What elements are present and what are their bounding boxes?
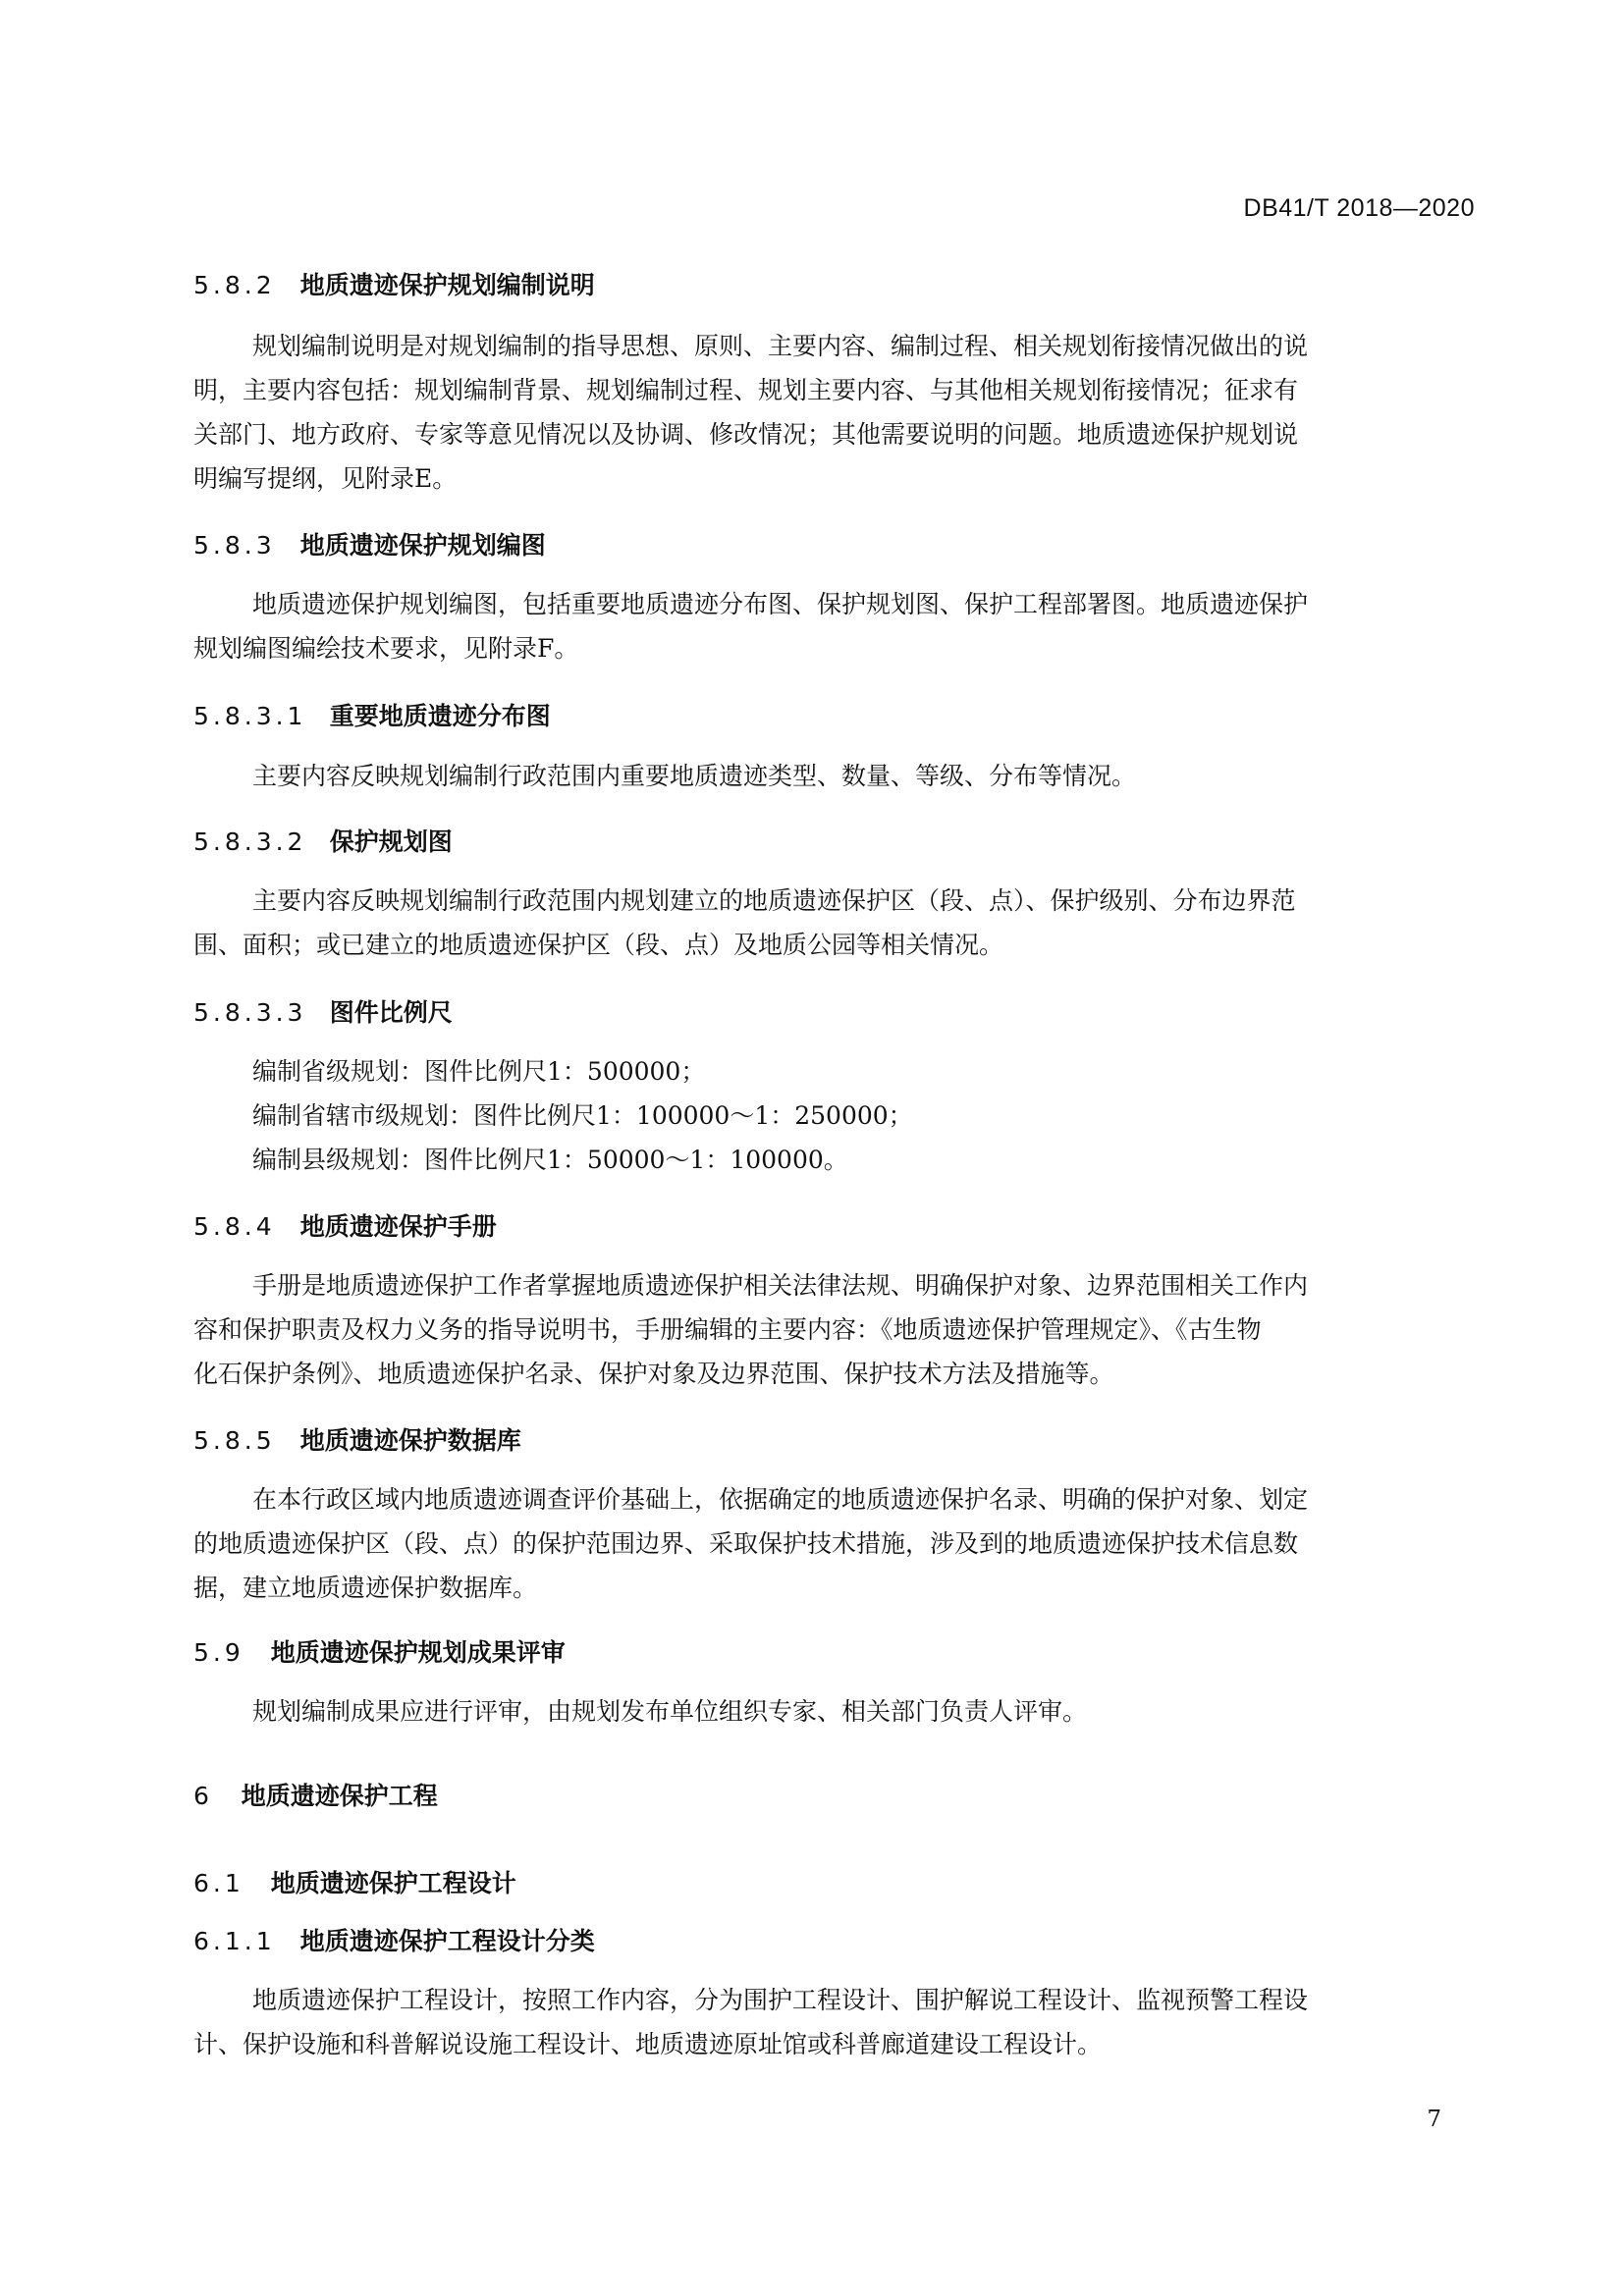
scale-line-provincial: 编制省级规划：图件比例尺1：500000； (252, 1057, 706, 1086)
paragraph-5-9 (193, 1689, 1470, 1734)
section-title: 保护规划图 (329, 828, 453, 856)
section-heading-5-8-4 (193, 1207, 497, 1243)
paragraph-line: 主要内容反映规划编制行政范围内规划建立的地质遗迹保护区（段、点）、保护级别、分布边界范 (252, 886, 1296, 915)
section-title: 地质遗迹保护规划编制说明 (299, 271, 595, 299)
section-heading-5-8-2 (193, 266, 595, 301)
section-title: 地质遗迹保护工程 (241, 1782, 438, 1810)
paragraph-5-8-3-1 (193, 754, 1470, 798)
paragraph-line: 明编写提纲，见附录E。 (193, 464, 458, 493)
section-heading-5-8-3-3 (193, 993, 453, 1029)
section-heading-6-1-1 (193, 1922, 595, 1957)
paragraph-line: 明，主要内容包括：规划编制背景、规划编制过程、规划主要内容、与其他相关规划衔接情况；征求有 (193, 376, 1299, 404)
section-title: 地质遗迹保护工程设计 (270, 1869, 516, 1897)
paragraph-line: 主要内容反映规划编制行政范围内重要地质遗迹类型、数量、等级、分布等情况。 (252, 762, 1137, 790)
section-number: 5.8.5 (193, 1426, 276, 1455)
paragraph-5-8-5 (193, 1477, 1470, 1610)
paragraph-line: 在本行政区域内地质遗迹调查评价基础上，依据确定的地质遗迹保护名录、明确的保护对象、划定 (252, 1485, 1309, 1514)
section-number: 5.8.4 (193, 1212, 276, 1241)
section-number: 5.8.3 (193, 531, 276, 560)
paragraph-line: 手册是地质遗迹保护工作者掌握地质遗迹保护相关法律法规、明确保护对象、边界范围相关工作内 (252, 1271, 1309, 1300)
section-number: 6.1.1 (193, 1927, 276, 1955)
paragraph-line: 地质遗迹保护工程设计，按照工作内容，分为围护工程设计、围护解说工程设计、监视预警工程设 (252, 1986, 1309, 2014)
section-title: 重要地质遗迹分布图 (329, 702, 551, 730)
section-title: 图件比例尺 (329, 998, 453, 1027)
scale-line-city: 编制省辖市级规划：图件比例尺1：100000～1：250000； (252, 1101, 913, 1130)
paragraph-line: 规划编图编绘技术要求，见附录F。 (193, 634, 579, 663)
standard-code: DB41/T 2018—2020 (1243, 194, 1475, 222)
section-number: 6 (193, 1782, 213, 1810)
paragraph-line: 据，建立地质遗迹保护数据库。 (193, 1574, 538, 1602)
section-number: 5.8.3.1 (193, 702, 307, 730)
section-number: 5.8.3.3 (193, 998, 307, 1027)
paragraph-line: 的地质遗迹保护区（段、点）的保护范围边界、采取保护技术措施，涉及到的地质遗迹保护技术信息数 (193, 1529, 1299, 1558)
paragraph-line: 规划编制说明是对规划编制的指导思想、原则、主要内容、编制过程、相关规划衔接情况做出的说 (252, 332, 1309, 360)
section-heading-5-8-5 (193, 1421, 521, 1457)
section-number: 5.9 (193, 1638, 244, 1667)
section-title: 地质遗迹保护数据库 (299, 1426, 521, 1455)
paragraph-line: 计、保护设施和科普解说设施工程设计、地质遗迹原址馆或科普廊道建设工程设计。 (193, 2030, 1103, 2058)
section-number: 5.8.2 (193, 271, 276, 299)
paragraph-5-8-3-3 (193, 1049, 1470, 1182)
paragraph-5-8-4 (193, 1263, 1470, 1396)
section-heading-6-1 (193, 1864, 516, 1899)
section-heading-5-8-3-2 (193, 823, 453, 858)
section-title: 地质遗迹保护规划编图 (299, 531, 546, 560)
section-number: 5.8.3.2 (193, 828, 307, 856)
paragraph-5-8-2 (193, 324, 1470, 501)
paragraph-line: 关部门、地方政府、专家等意见情况以及协调、修改情况；其他需要说明的问题。地质遗迹保护规划说 (193, 420, 1299, 449)
section-heading-5-9 (193, 1633, 566, 1669)
section-heading-6 (193, 1777, 438, 1812)
section-title: 地质遗迹保护手册 (299, 1212, 497, 1241)
scale-line-county: 编制县级规划：图件比例尺1：50000～1：100000。 (252, 1146, 848, 1174)
section-title: 地质遗迹保护规划成果评审 (270, 1638, 566, 1667)
section-heading-5-8-3-1 (193, 697, 551, 732)
paragraph-line: 容和保护职责及权力义务的指导说明书，手册编辑的主要内容：《地质遗迹保护管理规定》、《古生物 (193, 1315, 1262, 1344)
section-heading-5-8-3 (193, 526, 546, 561)
paragraph-line: 地质遗迹保护规划编图，包括重要地质遗迹分布图、保护规划图、保护工程部署图。地质遗迹保护 (252, 590, 1309, 618)
paragraph-6-1-1 (193, 1978, 1470, 2066)
section-title: 地质遗迹保护工程设计分类 (299, 1927, 595, 1955)
paragraph-line: 化石保护条例》、地质遗迹保护名录、保护对象及边界范围、保护技术方法及措施等。 (193, 1360, 1114, 1388)
page-number: 7 (1427, 2107, 1441, 2132)
section-number: 6.1 (193, 1869, 244, 1897)
paragraph-5-8-3-2 (193, 879, 1470, 967)
paragraph-5-8-3 (193, 582, 1470, 670)
paragraph-line: 规划编制成果应进行评审，由规划发布单位组织专家、相关部门负责人评审。 (252, 1697, 1088, 1726)
paragraph-line: 围、面积；或已建立的地质遗迹保护区（段、点）及地质公园等相关情况。 (193, 931, 1004, 959)
